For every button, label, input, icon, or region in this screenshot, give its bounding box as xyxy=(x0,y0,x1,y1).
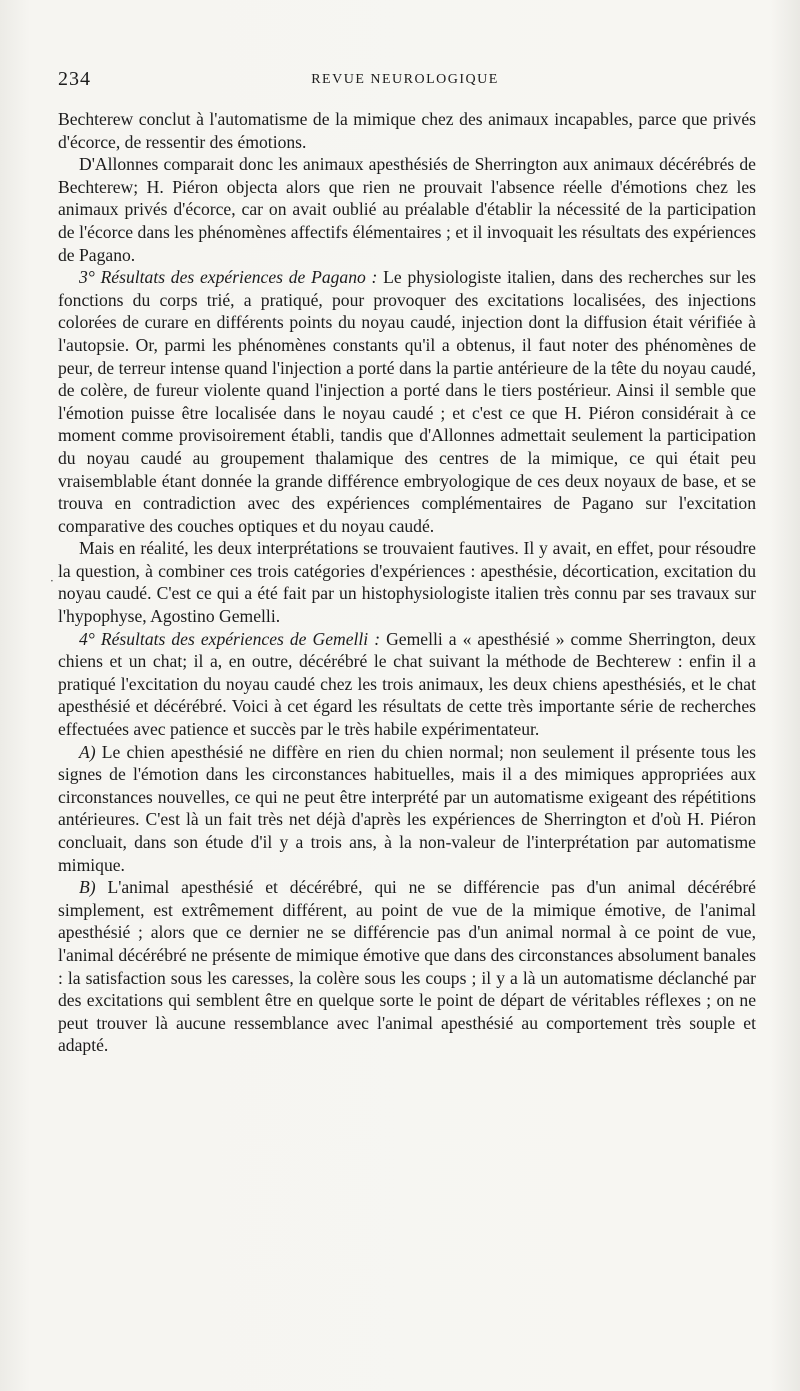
paragraph-2 xyxy=(58,153,756,266)
paragraph-6 xyxy=(58,741,756,877)
paragraph-text: Mais en réalité, les deux interprétations se trouvaient fautives. Il y avait, en effet, pour résoudre la question, à combiner ces trois catégories d'expériences : apesthésie, décortication, excitation du noyau caudé. C'est ce qui a été fait par un histophysiologiste italien très connu par ses travaux sur l'hypophyse, Agostino Gemelli. xyxy=(58,538,756,627)
paragraph-text: Le physiologiste italien, dans des recherches sur les fonctions du corps trié, a pratiqué, pour provoquer des excitations localisées, des injections colorées de curare en différents points du noyau caudé, injection dont la diffusion était vérifiée à l'autopsie. Or, parmi les phénomènes constants qu'il a obtenus, il faut noter des phénomènes de peur, de terreur intense quand l'injection a porté dans la partie antérieure de la tête du noyau caudé, de colère, de fureur violente quand l'injection a porté dans le tiers postérieur. Ainsi il semble que l'émotion puisse être localisée dans le noyau caudé ; et c'est ce que H. Piéron considérait à ce moment comme provisoirement établi, tandis que d'Allonnes admettait seulement la participation du noyau caudé au groupement thalamique des centres de la mimique, ce qui était peu vraisemblable étant donnée la grande différence embryologique de ces deux noyaux de base, et se trouva en contradiction avec des expériences complémentaires de Pagano sur l'excitation comparative des couches optiques et du noyau caudé. xyxy=(58,267,756,536)
paragraph-5 xyxy=(58,628,756,741)
paragraph-text: D'Allonnes comparait donc les animaux apesthésiés de Sherrington aux animaux décérébrés de Bechterew; H. Piéron objecta alors que rien ne prouvait l'absence réelle d'émotions chez les animaux privés d'écorce, car on avait oublié au préalable d'établir la nécessité de la participation de l'écorce dans les phénomènes affectifs élémentaires ; et il invoquait les résultats des expériences de Pagano. xyxy=(58,154,756,265)
paragraph-text: L'animal apesthésié et décérébré, qui ne se différencie pas d'un animal décérébré simplement, est extrêmement différent, au point de vue de la mimique émotive, de l'animal apesthésié ; alors que ce dernier ne se différencie pas d'un animal normal à ce point de vue, l'animal décérébré ne présente de mimique émotive que dans des circonstances absolument banales : la satisfaction sous les caresses, la colère sous les coups ; il y a là un automatisme déclanché par des excitations qui semblent être en quelque sorte le point de départ de véritables réflexes ; on ne peut trouver là aucune ressemblance avec l'animal apesthésié au comportement très souple et adapté. xyxy=(58,877,756,1056)
page-number: 234 xyxy=(58,68,91,90)
paragraph-7 xyxy=(58,876,756,1057)
running-title: REVUE NEUROLOGIQUE xyxy=(311,72,499,87)
paragraph-text: Bechterew conclut à l'automatisme de la mimique chez des animaux incapables, parce que privés d'écorce, de ressentir des émotions. xyxy=(58,109,756,152)
paragraph-text: Le chien apesthésié ne diffère en rien du chien normal; non seulement il présente tous les signes de l'émotion dans les circonstances habituelles, mais il a des mimiques appropriées aux circonstances nouvelles, ce qui ne peut être interprété par un automatisme exigeant des répétitions antérieures. C'est là un fait très net déjà d'après les expériences de Sherrington et d'où H. Piéron concluait, dans son étude d'il y a trois ans, à la non-valeur de l'interprétation par automatisme mimique. xyxy=(58,741,756,875)
paragraph-3 xyxy=(58,266,756,537)
paragraph-text: Gemelli a « apesthésié » comme Sherrington, deux chiens et un chat; il a, en outre, décérébré le chat suivant la méthode de Bechterew : enfin il a pratiqué l'excitation du noyau caudé chez les trois animaux, les deux chiens apesthésiés, et le chat apesthésié et décérébré. Voici à cet égard les résultats de cette très importante série de recherches effectuées avec patience et succès par le très habile expérimentateur. xyxy=(58,628,756,740)
item-label-a: A) xyxy=(79,741,96,762)
section-heading-pagano: 3° Résultats des expériences de Pagano : xyxy=(79,267,378,288)
margin-dot-mark: · xyxy=(50,574,54,588)
paragraph-4 xyxy=(58,537,756,627)
paragraph-1 xyxy=(58,108,756,153)
item-label-b: B) xyxy=(79,877,96,898)
section-heading-gemelli: 4° Résultats des expériences de Gemelli : xyxy=(79,628,381,649)
body-text xyxy=(58,108,756,1057)
page-header xyxy=(58,68,752,96)
